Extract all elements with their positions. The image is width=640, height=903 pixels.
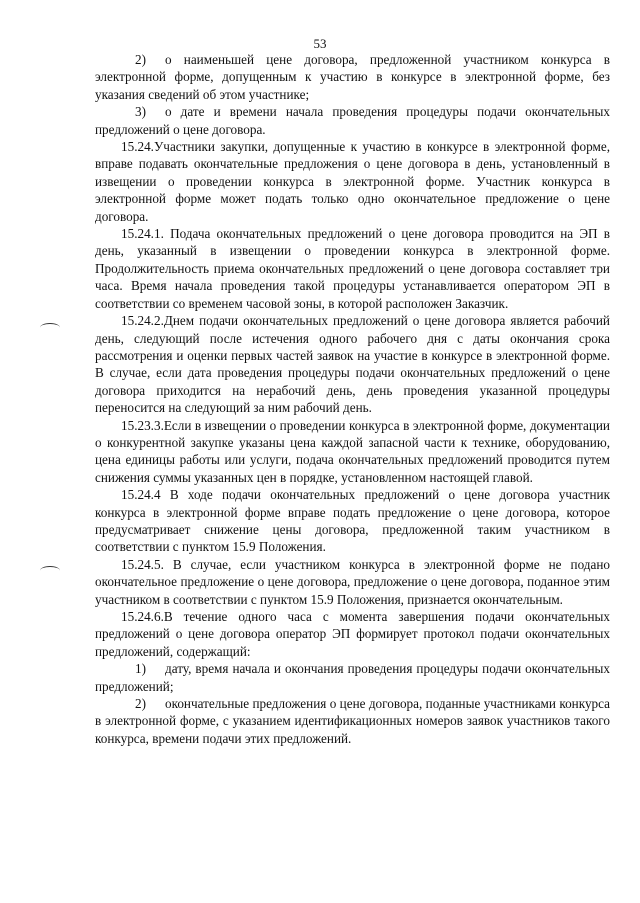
punch-hole-mark (40, 566, 60, 575)
document-body (95, 51, 610, 747)
list-marker: 2) (135, 52, 146, 67)
page-number: 53 (313, 36, 327, 51)
clause-15-24-4: 15.24.4 В ходе подачи окончательных предложений о цене договора участник конкурса в электронной форме вправе подать предложение о цене договора, которое предусматривает снижение цены договора, предложенной таким участником в соответствии с пунктом 15.9 Положения. (95, 487, 610, 555)
list-marker: 1) (135, 661, 146, 677)
clause-15-24: 15.24.Участники закупки, допущенные к участию в конкурсе в электронной форме, вправе подавать окончательные предложения о цене договора в день, установленный в извещении о проведении конкурса в электронной форме. Участник конкурса в электронной форме может подать только одно окончательное предложение о цене договора. (95, 139, 610, 224)
clause-15-24-6: 15.24.6.В течение одного часа с момента завершения подачи окончательных предложений о цене договора оператор ЭП формирует протокол подачи окончательных предложений, содержащий: (95, 609, 610, 659)
clause-15-24-1: 15.24.1. Подача окончательных предложений о цене договора проводится на ЭП в день, указанный в извещении о проведении конкурса в электронной форме. Продолжительность приема окончательных предложений о цене договора составляет три часа. Время начала проведения такой процедуры устанавливается оператором ЭП в соответствии со временем часовой зоны, в которой расположен Заказчик. (95, 226, 610, 311)
list-item (95, 103, 610, 138)
clause-15-23-3: 15.23.3.Если в извещении о проведении конкурса в электронной форме, документации о конкурентной закупке указаны цена каждой запасной части к технике, оборудованию, цена единицы работы или услуги, подача окончательных предложений проводится путем снижения суммы указанных цен в порядке, установленном настоящей главой. (95, 417, 610, 485)
list-marker: 2) (135, 696, 146, 712)
paragraph-text: окончательные предложения о цене договора, поданные участниками конкурса в электронной форме, с указанием идентификационных номеров заявок участников такого конкурса, времени подачи этих предложений. (95, 696, 610, 746)
list-item (95, 695, 610, 747)
list-item (95, 660, 610, 695)
punch-hole-mark (40, 323, 60, 332)
clause-15-24-2: 15.24.2.Днем подачи окончательных предложений о цене договора является рабочий день, следующий после истечения одного рабочего дня с даты окончания срока рассмотрения и оценки первых частей заявок на участие в конкурсе в электронной форме. В случае, если дата проведения процедуры подачи окончательных предложений о цене договора приходится на нерабочий день, день проведения указанной процедуры переносится на следующий за ним рабочий день. (95, 313, 610, 416)
paragraph-text: дату, время начала и окончания проведения процедуры подачи окончательных предложений; (95, 661, 610, 694)
paragraph-text: о дате и времени начала проведения процедуры подачи окончательных предложений о цене договора. (95, 104, 610, 137)
clause-15-24-5: 15.24.5. В случае, если участником конкурса в электронной форме не подано окончательное предложение о цене договора, предложение о цене договора, поданное этим участником в соответствии с пунктом 15.9 Положения, признается окончательным. (95, 556, 610, 607)
paragraph-text: о наименьшей цене договора, предложенной участником конкурса в электронной форме, допущенным к участию в конкурсе в электронной форме, без указания сведений об этом участнике; (95, 52, 610, 102)
list-marker: 3) (135, 104, 146, 120)
list-item (95, 51, 610, 103)
